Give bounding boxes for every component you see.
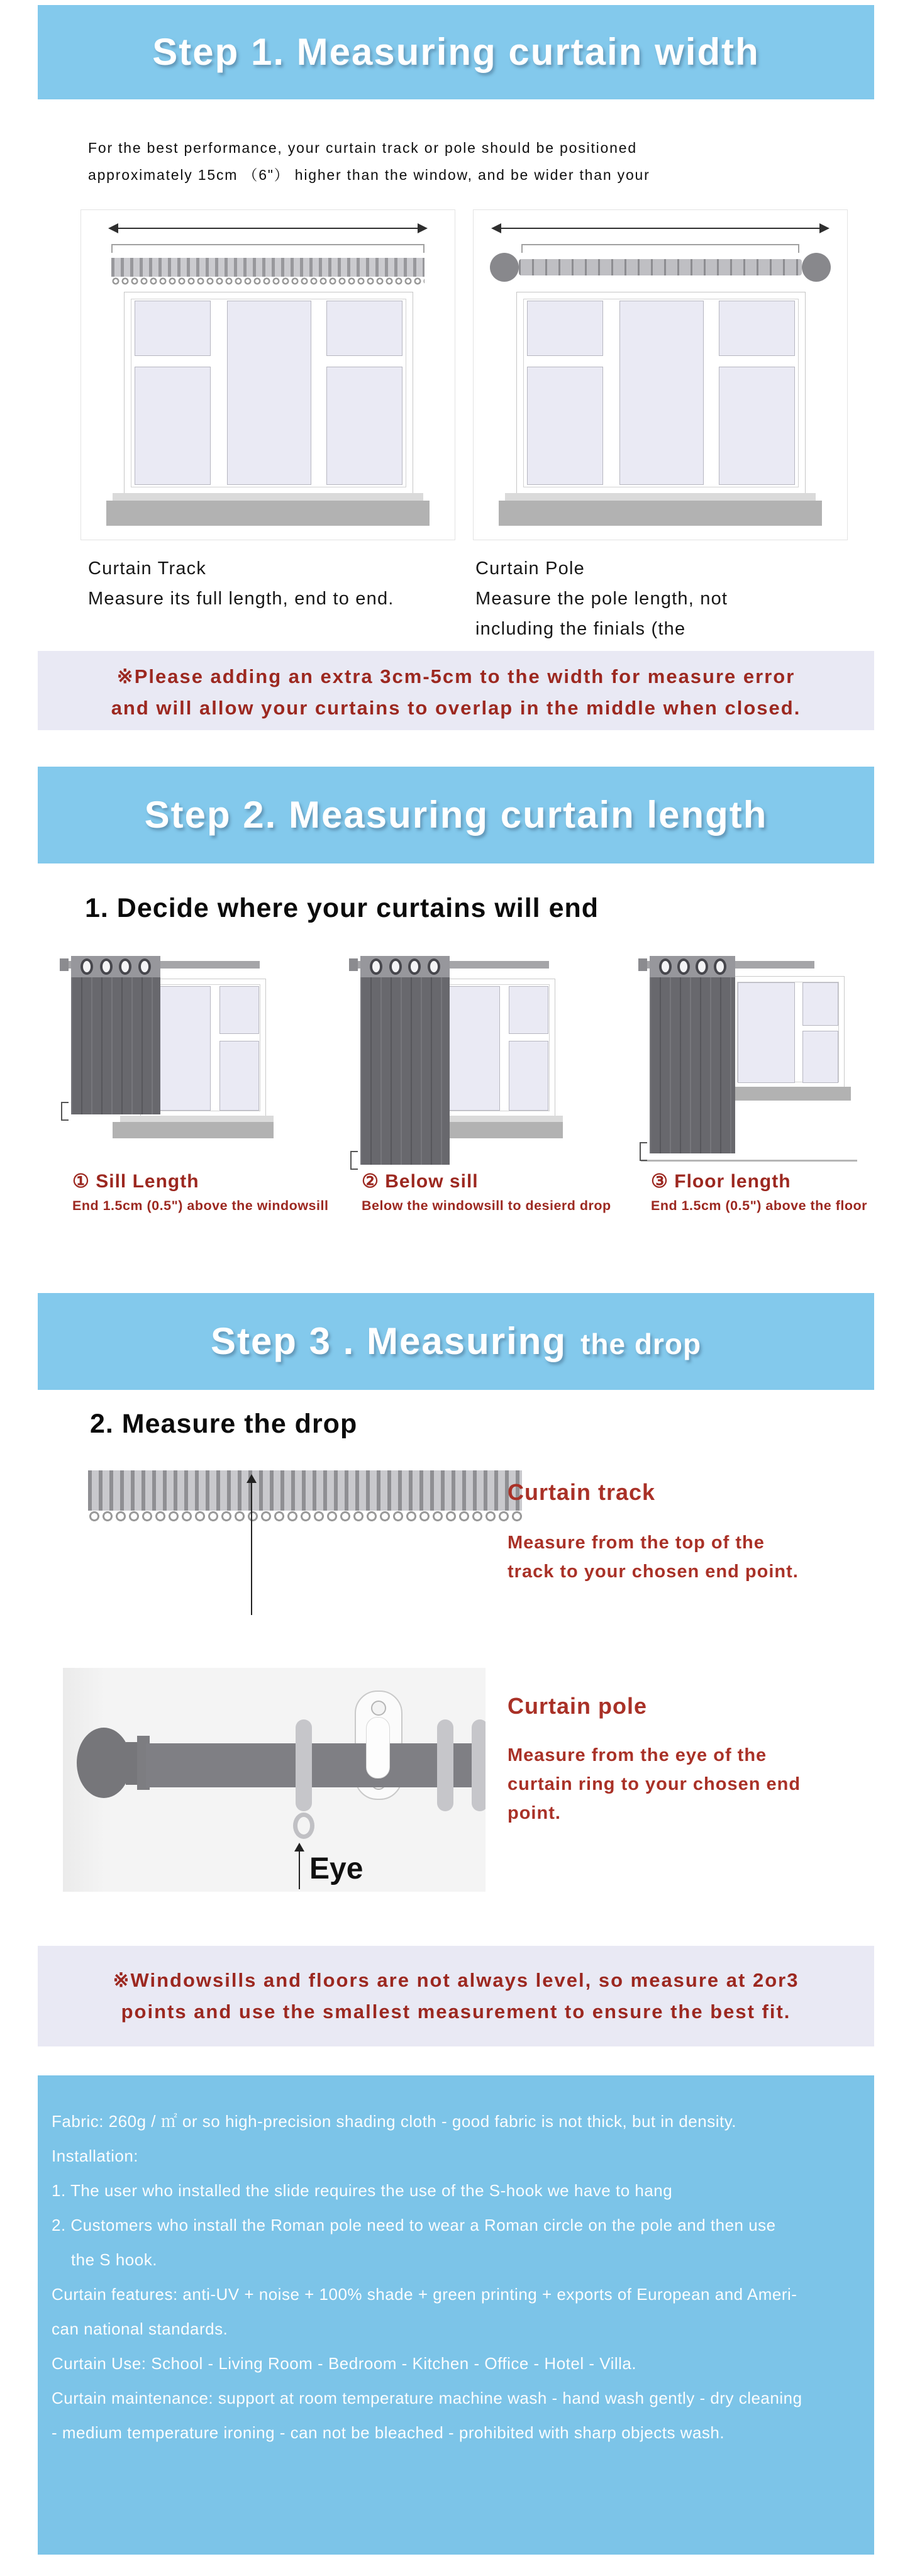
option-3-label (651, 1169, 867, 1216)
step1-title: Step 1. Measuring curtain width (152, 31, 760, 73)
width-note-line-1: ※Please adding an extra 3cm-5cm to the width for measure error (116, 665, 796, 687)
arrowhead-left-icon (108, 223, 118, 233)
info-line-installation: Installation: (52, 2146, 139, 2165)
window-graphic (124, 292, 413, 494)
arrowhead-right-icon (418, 223, 428, 233)
pole-bracket-icon (638, 958, 647, 971)
step3-subtitle: 2. Measure the drop (90, 1409, 358, 1439)
curtain-ring-icon (472, 1719, 486, 1811)
info-line-features: Curtain features: anti-UV + noise + 100% shade + green printing + exports of European and Ameri- (52, 2285, 797, 2304)
floor-line (641, 1160, 857, 1162)
info-line-use: Curtain Use: School - Living Room - Bedroom - Kitchen - Office - Hotel - Villa. (52, 2354, 637, 2373)
window-pane (802, 1031, 838, 1083)
length-option-3-diagram (638, 951, 852, 1177)
finial-neck (126, 1742, 138, 1785)
level-note-line-2: points and use the smallest measurement to ensure the best fit. (121, 2001, 791, 2023)
window-sill (724, 1087, 851, 1101)
window-ledge (113, 493, 423, 501)
pole-bracket-icon (349, 958, 358, 971)
window-pane (326, 367, 402, 485)
intro-line-2: approximately 15cm （6"） higher than the window, and be wider than your (88, 167, 650, 183)
curtain-pole-graphic (146, 1743, 486, 1787)
window-sill (499, 501, 822, 526)
curtain-panel (71, 956, 160, 1114)
window-pane (219, 986, 259, 1034)
pole-bracket-icon (60, 958, 69, 971)
curtain-pole-text (508, 1741, 801, 1828)
grommet-icon (100, 958, 113, 975)
option-1-title: Sill Length (96, 1171, 199, 1192)
window-pane (719, 301, 795, 356)
pole-text-line-3: point. (508, 1803, 561, 1823)
step3-header (38, 1293, 874, 1390)
bracket-slot (366, 1717, 390, 1779)
info-line-install-2b: the S hook. (52, 2250, 157, 2269)
pole-finial-icon (77, 1728, 131, 1798)
option-3-desc: End 1.5cm (0.5") above the floor (651, 1198, 867, 1213)
window-graphic (731, 976, 845, 1088)
level-note-line-1: ※Windowsills and floors are not always level, so measure at 2or3 (113, 1969, 799, 1991)
window-pane (219, 1041, 259, 1111)
pole-text-line-1: Measure from the eye of the (508, 1745, 767, 1765)
width-arrow-icon (492, 228, 828, 229)
arrow-line (251, 1482, 252, 1615)
step1-header (38, 5, 874, 99)
arrowhead-left-icon (491, 223, 501, 233)
curtain-pole-label: Curtain Pole (475, 558, 585, 579)
level-note (38, 1946, 874, 2046)
window-pane (135, 367, 211, 485)
curtain-pole-desc-2: including the finials (the (475, 619, 686, 639)
info-line-install-1: 1. The user who installed the slide requires the use of the S-hook we have to hang (52, 2181, 673, 2200)
intro-paragraph (88, 135, 843, 189)
curtain-track-text (508, 1528, 799, 1586)
measure-mark-icon (640, 1142, 647, 1161)
option-2-desc: Below the windowsill to desierd drop (362, 1198, 611, 1213)
window-pane (802, 982, 838, 1026)
arrow-line (299, 1850, 300, 1889)
grommet-icon (714, 958, 726, 975)
curtain-ring-icon (437, 1719, 453, 1811)
pole-finial-icon (490, 253, 519, 282)
window-pane (135, 301, 211, 356)
window-pane (527, 367, 603, 485)
track-hooks-icon (111, 277, 424, 287)
option-1-desc: End 1.5cm (0.5") above the windowsill (72, 1198, 329, 1213)
track-hooks-icon (88, 1511, 522, 1524)
curtain-header-band (360, 956, 450, 977)
option-2-label (362, 1169, 611, 1216)
grommet-icon (138, 958, 151, 975)
intro-line-1: For the best performance, your curtain track or pole should be positioned (88, 140, 637, 156)
option-3-num: ③ (651, 1171, 669, 1192)
grommet-icon (370, 958, 382, 975)
window-pane (227, 301, 312, 485)
step2-title: Step 2. Measuring curtain length (144, 794, 768, 836)
curtain-header-band (71, 956, 160, 977)
curtain-pole-heading: Curtain pole (508, 1693, 648, 1719)
curtain-panel (650, 956, 735, 1153)
measure-bracket-icon (111, 244, 424, 253)
screw-icon (371, 1701, 386, 1716)
curtain-pole-desc-1: Measure the pole length, not (475, 589, 728, 609)
curtain-track-graphic (111, 258, 424, 277)
up-arrow-icon (247, 1474, 257, 1623)
eye-label: Eye (309, 1852, 363, 1885)
window-pane (738, 982, 795, 1083)
track-text-line-1: Measure from the top of the (508, 1533, 765, 1553)
curtain-track-label-block (88, 553, 394, 614)
measure-mark-icon (61, 1102, 69, 1121)
grommet-icon (119, 958, 131, 975)
info-line-maintenance-2: - medium temperature ironing - can not be bleached - prohibited with sharp objects wash. (52, 2423, 725, 2442)
option-1-num: ① (72, 1171, 90, 1192)
curtain-track-label: Curtain Track (88, 558, 207, 579)
arrowhead-right-icon (819, 223, 830, 233)
info-line-maintenance: Curtain maintenance: support at room temperature machine wash - hand wash gently - dry cleaning (52, 2389, 802, 2407)
drop-track-graphic (88, 1470, 522, 1511)
grommet-icon (408, 958, 421, 975)
curtain-track-heading: Curtain track (508, 1479, 656, 1505)
grommet-icon (659, 958, 672, 975)
pole-text-line-2: curtain ring to your chosen end (508, 1774, 801, 1794)
grommet-icon (389, 958, 402, 975)
window-pane (619, 301, 704, 485)
window-ledge (505, 493, 816, 501)
width-arrow-icon (109, 228, 426, 229)
option-1-label (72, 1169, 328, 1216)
option-2-title: Below sill (385, 1171, 479, 1192)
info-line-install-2: 2. Customers who install the Roman pole need to wear a Roman circle on the pole and then use (52, 2216, 776, 2235)
curtain-header-band (650, 956, 735, 977)
info-line-features-2: can national standards. (52, 2319, 228, 2338)
curtain-pole-graphic (519, 259, 802, 275)
track-text-line-2: track to your chosen end point. (508, 1562, 799, 1582)
window-pane (719, 367, 795, 485)
track-diagram-box (80, 209, 455, 540)
step3-title-sub: the drop (580, 1328, 702, 1360)
window-pane (509, 1041, 548, 1111)
curtain-pole-label-block (475, 553, 728, 644)
step3-title: Step 3 . Measuring (210, 1320, 567, 1362)
eye-arrow-icon (294, 1843, 304, 1890)
curtain-panel (360, 956, 450, 1165)
product-info-panel (38, 2075, 874, 2555)
measure-mark-icon (350, 1151, 358, 1170)
width-note-line-2: and will allow your curtains to overlap in the middle when closed. (111, 697, 801, 719)
window-pane (509, 986, 548, 1034)
grommet-icon (80, 958, 93, 975)
step2-header (38, 767, 874, 863)
pole-diagram-box (473, 209, 848, 540)
width-note (38, 651, 874, 730)
length-option-1-diagram (60, 951, 274, 1177)
grommet-icon (696, 958, 708, 975)
curtain-track-desc: Measure its full length, end to end. (88, 589, 394, 609)
measure-bracket-icon (521, 244, 799, 253)
window-graphic (516, 292, 806, 494)
info-line-fabric: Fabric: 260g / ㎡ or so high-precision shading cloth - good fabric is not thick, but in density. (52, 2112, 736, 2131)
grommet-icon (428, 958, 440, 975)
length-option-2-diagram (349, 951, 563, 1177)
pole-finial-icon (802, 253, 831, 282)
eye-ring-icon (293, 1813, 314, 1839)
window-sill (113, 1122, 274, 1138)
option-3-title: Floor length (674, 1171, 791, 1192)
curtain-ring-icon (296, 1719, 312, 1811)
window-pane (527, 301, 603, 356)
window-sill (106, 501, 430, 526)
option-2-num: ② (362, 1171, 379, 1192)
drop-pole-panel (63, 1668, 486, 1892)
grommet-icon (677, 958, 690, 975)
window-pane (326, 301, 402, 356)
window-ledge (120, 1116, 274, 1122)
step2-subtitle: 1. Decide where your curtains will end (85, 893, 599, 923)
